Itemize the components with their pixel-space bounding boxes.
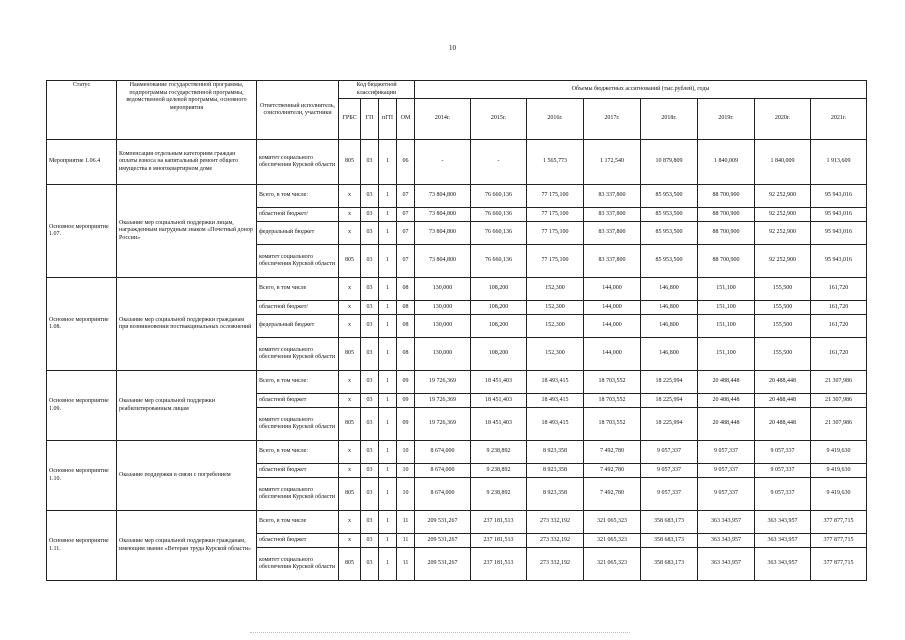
code-gp-cell: 03 — [361, 315, 379, 338]
value-cell: 209 531,267 — [415, 548, 471, 581]
code-grbs-cell: х — [339, 511, 361, 534]
code-om-cell: 11 — [397, 511, 415, 534]
code-gp-cell: 03 — [361, 222, 379, 245]
header-year-2014: 2014г. — [415, 99, 471, 140]
value-cell: 85 953,500 — [641, 185, 698, 208]
value-cell: 130,000 — [415, 338, 471, 371]
value-cell: 77 175,100 — [527, 185, 584, 208]
code-pgp-cell: 1 — [379, 140, 397, 185]
value-cell: 9 238,892 — [471, 464, 527, 478]
value-cell: 18 451,403 — [471, 371, 527, 394]
code-gp-cell: 03 — [361, 441, 379, 464]
code-grbs-cell: 805 — [339, 408, 361, 441]
header-year-2020: 2020г. — [755, 99, 811, 140]
code-pgp-cell: 1 — [379, 464, 397, 478]
value-cell: 9 057,337 — [755, 464, 811, 478]
code-pgp-cell: 1 — [379, 548, 397, 581]
value-cell: 73 804,800 — [415, 208, 471, 222]
value-cell: 7 492,780 — [584, 464, 641, 478]
value-cell: 152,300 — [527, 315, 584, 338]
header-code-om: ОМ — [397, 99, 415, 140]
code-grbs-cell: 805 — [339, 245, 361, 278]
code-gp-cell: 03 — [361, 245, 379, 278]
value-cell: 9 419,630 — [811, 441, 867, 464]
code-om-cell: 08 — [397, 301, 415, 315]
value-cell: 161,720 — [811, 315, 867, 338]
value-cell: 237 181,513 — [471, 534, 527, 548]
code-gp-cell: 03 — [361, 371, 379, 394]
value-cell: 73 804,800 — [415, 245, 471, 278]
value-cell: 273 332,192 — [527, 548, 584, 581]
header-year-2019: 2019г. — [698, 99, 755, 140]
value-cell: 146,800 — [641, 338, 698, 371]
code-pgp-cell: 1 — [379, 222, 397, 245]
value-cell: 19 726,369 — [415, 371, 471, 394]
value-cell: 130,000 — [415, 301, 471, 315]
value-cell: 358 683,173 — [641, 534, 698, 548]
executor-cell: комитет социального обеспечения Курской области — [257, 140, 339, 185]
value-cell: 146,800 — [641, 315, 698, 338]
value-cell: 321 065,323 — [584, 548, 641, 581]
value-cell: 92 252,900 — [755, 222, 811, 245]
code-grbs-cell: 805 — [339, 478, 361, 511]
header-volumes: Объемы бюджетных ассигнований (тыс.рублей), годы — [415, 81, 867, 99]
value-cell: 144,000 — [584, 278, 641, 301]
value-cell: 8 923,358 — [527, 464, 584, 478]
header-executor: Ответственный исполнитель, соисполнители, участники — [257, 81, 339, 140]
status-cell: Основное мероприятие 1.08. — [47, 278, 117, 371]
value-cell: 20 488,448 — [698, 394, 755, 408]
value-cell: 8 674,000 — [415, 464, 471, 478]
code-om-cell: 11 — [397, 534, 415, 548]
value-cell: 321 065,323 — [584, 534, 641, 548]
value-cell: 18 493,415 — [527, 408, 584, 441]
value-cell: 9 057,337 — [755, 441, 811, 464]
value-cell: 76 660,136 — [471, 208, 527, 222]
name-cell: Оказание мер социальной поддержки гражданам при возникновении поствакцинальных осложнений — [117, 278, 257, 371]
code-grbs-cell: х — [339, 301, 361, 315]
value-cell: 358 683,173 — [641, 511, 698, 534]
code-gp-cell: 03 — [361, 208, 379, 222]
value-cell: 20 488,448 — [755, 371, 811, 394]
code-gp-cell: 03 — [361, 511, 379, 534]
value-cell: 152,300 — [527, 278, 584, 301]
value-cell: 18 451,403 — [471, 394, 527, 408]
value-cell: 155,500 — [755, 315, 811, 338]
code-om-cell: 10 — [397, 464, 415, 478]
value-cell: 363 343,957 — [698, 534, 755, 548]
header-budget-code: Код бюджетной классификации — [339, 81, 415, 99]
value-cell: 151,100 — [698, 315, 755, 338]
code-pgp-cell: 1 — [379, 441, 397, 464]
table-row — [47, 185, 867, 208]
value-cell: 9 419,630 — [811, 478, 867, 511]
executor-cell: комитет социального обеспечения Курской области — [257, 245, 339, 278]
value-cell: 152,300 — [527, 301, 584, 315]
table-row — [47, 511, 867, 534]
value-cell: 18 451,403 — [471, 408, 527, 441]
value-cell: 95 943,016 — [811, 208, 867, 222]
value-cell: 7 492,780 — [584, 478, 641, 511]
code-grbs-cell: х — [339, 222, 361, 245]
code-pgp-cell: 1 — [379, 208, 397, 222]
value-cell: 9 057,337 — [641, 464, 698, 478]
table-row — [47, 278, 867, 301]
code-pgp-cell: 1 — [379, 278, 397, 301]
code-grbs-cell: х — [339, 185, 361, 208]
executor-cell: Всего, в том числе: — [257, 371, 339, 394]
value-cell: 76 660,136 — [471, 245, 527, 278]
header-year-2021: 2021г. — [811, 99, 867, 140]
value-cell: 1 913,609 — [811, 140, 867, 185]
header-status: Статус — [47, 81, 117, 140]
value-cell: 130,000 — [415, 315, 471, 338]
value-cell: 88 700,900 — [698, 185, 755, 208]
value-cell: 76 660,136 — [471, 185, 527, 208]
value-cell: 85 953,500 — [641, 208, 698, 222]
code-pgp-cell: 1 — [379, 511, 397, 534]
value-cell: 377 877,715 — [811, 548, 867, 581]
value-cell: 20 488,448 — [698, 408, 755, 441]
code-pgp-cell: 1 — [379, 338, 397, 371]
value-cell: 73 804,800 — [415, 185, 471, 208]
value-cell: 21 307,986 — [811, 408, 867, 441]
table-row — [47, 441, 867, 464]
value-cell: 363 343,957 — [698, 548, 755, 581]
value-cell: 273 332,192 — [527, 511, 584, 534]
code-om-cell: 08 — [397, 278, 415, 301]
value-cell: 8 923,358 — [527, 478, 584, 511]
value-cell: 8 674,000 — [415, 478, 471, 511]
value-cell: - — [471, 140, 527, 185]
value-cell: 77 175,100 — [527, 208, 584, 222]
page-number: 10 — [449, 44, 456, 52]
value-cell: 108,200 — [471, 338, 527, 371]
value-cell: 9 238,892 — [471, 478, 527, 511]
executor-cell: Всего, в том числе: — [257, 441, 339, 464]
code-om-cell: 06 — [397, 140, 415, 185]
code-pgp-cell: 1 — [379, 315, 397, 338]
value-cell: 273 332,192 — [527, 534, 584, 548]
code-gp-cell: 03 — [361, 278, 379, 301]
header-year-2018: 2018г. — [641, 99, 698, 140]
value-cell: 8 674,000 — [415, 441, 471, 464]
value-cell: 83 337,800 — [584, 222, 641, 245]
code-om-cell: 07 — [397, 185, 415, 208]
value-cell: 358 683,173 — [641, 548, 698, 581]
code-pgp-cell: 1 — [379, 185, 397, 208]
value-cell: 9 057,337 — [755, 478, 811, 511]
value-cell: 21 307,986 — [811, 371, 867, 394]
table-body — [47, 140, 867, 581]
value-cell: 144,000 — [584, 301, 641, 315]
value-cell: 92 252,900 — [755, 208, 811, 222]
header-year-2017: 2017г. — [584, 99, 641, 140]
value-cell: 18 225,994 — [641, 371, 698, 394]
code-gp-cell: 03 — [361, 534, 379, 548]
executor-cell: комитет социального обеспечения Курской области — [257, 408, 339, 441]
value-cell: 77 175,100 — [527, 245, 584, 278]
value-cell: 151,100 — [698, 301, 755, 315]
code-grbs-cell: х — [339, 278, 361, 301]
value-cell: 161,720 — [811, 338, 867, 371]
code-grbs-cell: х — [339, 315, 361, 338]
executor-cell: федеральный бюджет — [257, 222, 339, 245]
value-cell: 18 225,994 — [641, 408, 698, 441]
value-cell: 377 877,715 — [811, 511, 867, 534]
code-pgp-cell: 1 — [379, 478, 397, 511]
code-gp-cell: 03 — [361, 394, 379, 408]
value-cell: 1 172,540 — [584, 140, 641, 185]
code-pgp-cell: 1 — [379, 408, 397, 441]
value-cell: 237 181,513 — [471, 548, 527, 581]
budget-table — [46, 80, 867, 581]
value-cell: 92 252,900 — [755, 185, 811, 208]
value-cell: 88 700,900 — [698, 245, 755, 278]
value-cell: 18 703,552 — [584, 371, 641, 394]
code-om-cell: 07 — [397, 208, 415, 222]
value-cell: 20 488,448 — [698, 371, 755, 394]
value-cell: 77 175,100 — [527, 222, 584, 245]
value-cell: 108,200 — [471, 278, 527, 301]
code-om-cell: 10 — [397, 441, 415, 464]
value-cell: 92 252,900 — [755, 245, 811, 278]
code-om-cell: 07 — [397, 222, 415, 245]
value-cell: 9 057,337 — [698, 478, 755, 511]
value-cell: 73 804,800 — [415, 222, 471, 245]
header-year-2015: 2015г. — [471, 99, 527, 140]
scan-artifact-line — [250, 632, 630, 635]
code-grbs-cell: х — [339, 441, 361, 464]
name-cell: Компенсация отдельным категориям граждан оплаты взноса на капитальный ремонт общего имущества в многоквартирном доме — [117, 140, 257, 185]
code-grbs-cell: х — [339, 208, 361, 222]
value-cell: 1 840,009 — [698, 140, 755, 185]
code-grbs-cell: х — [339, 534, 361, 548]
value-cell: 363 343,957 — [755, 511, 811, 534]
value-cell: 155,500 — [755, 278, 811, 301]
code-grbs-cell: 805 — [339, 338, 361, 371]
header-code-grbs: ГРБС — [339, 99, 361, 140]
value-cell: 88 700,900 — [698, 222, 755, 245]
value-cell: 88 700,900 — [698, 208, 755, 222]
value-cell: 363 343,957 — [755, 534, 811, 548]
code-om-cell: 08 — [397, 338, 415, 371]
code-grbs-cell: 805 — [339, 140, 361, 185]
header-code-pgp: пГП — [379, 99, 397, 140]
value-cell: 83 337,800 — [584, 208, 641, 222]
code-pgp-cell: 1 — [379, 371, 397, 394]
code-gp-cell: 03 — [361, 140, 379, 185]
code-om-cell: 09 — [397, 408, 415, 441]
value-cell: 363 343,957 — [755, 548, 811, 581]
value-cell: 9 057,337 — [698, 441, 755, 464]
value-cell: 144,000 — [584, 338, 641, 371]
name-cell: Оказание мер социальной поддержки гражданам, имеющим звание «Ветеран труда Курской области» — [117, 511, 257, 581]
value-cell: 10 879,809 — [641, 140, 698, 185]
code-om-cell: 09 — [397, 394, 415, 408]
name-cell: Оказание мер социальной поддержки лицам, награжденным нагрудным знаком «Почетный донор России» — [117, 185, 257, 278]
table-row — [47, 140, 867, 185]
value-cell: 209 531,267 — [415, 534, 471, 548]
executor-cell: Всего, в том числе — [257, 278, 339, 301]
status-cell: Основное мероприятие 1.09. — [47, 371, 117, 441]
code-gp-cell: 03 — [361, 548, 379, 581]
value-cell: 144,000 — [584, 315, 641, 338]
code-om-cell: 11 — [397, 548, 415, 581]
value-cell: 83 337,800 — [584, 245, 641, 278]
code-grbs-cell: х — [339, 394, 361, 408]
value-cell: 95 943,016 — [811, 245, 867, 278]
value-cell: 363 343,957 — [698, 511, 755, 534]
code-gp-cell: 03 — [361, 185, 379, 208]
executor-cell: областной бюджет/ — [257, 208, 339, 222]
value-cell: 321 065,323 — [584, 511, 641, 534]
value-cell: 18 703,552 — [584, 394, 641, 408]
header-year-2016: 2016г. — [527, 99, 584, 140]
code-pgp-cell: 1 — [379, 301, 397, 315]
value-cell: 1 840,009 — [755, 140, 811, 185]
executor-cell: областной бюджет — [257, 394, 339, 408]
code-gp-cell: 03 — [361, 478, 379, 511]
value-cell: 18 493,415 — [527, 371, 584, 394]
value-cell: 18 493,415 — [527, 394, 584, 408]
code-pgp-cell: 1 — [379, 534, 397, 548]
value-cell: 20 488,448 — [755, 394, 811, 408]
code-pgp-cell: 1 — [379, 394, 397, 408]
value-cell: 237 181,513 — [471, 511, 527, 534]
value-cell: 209 531,267 — [415, 511, 471, 534]
value-cell: 95 943,016 — [811, 222, 867, 245]
name-cell: Оказание поддержки в связи с погребением — [117, 441, 257, 511]
code-gp-cell: 03 — [361, 464, 379, 478]
value-cell: 146,800 — [641, 301, 698, 315]
value-cell: - — [415, 140, 471, 185]
value-cell: 8 923,358 — [527, 441, 584, 464]
value-cell: 20 488,448 — [755, 408, 811, 441]
executor-cell: федеральный бюджет — [257, 315, 339, 338]
table-row — [47, 371, 867, 394]
code-gp-cell: 03 — [361, 301, 379, 315]
value-cell: 108,200 — [471, 301, 527, 315]
value-cell: 7 492,780 — [584, 441, 641, 464]
value-cell: 108,200 — [471, 315, 527, 338]
value-cell: 146,800 — [641, 278, 698, 301]
value-cell: 76 660,136 — [471, 222, 527, 245]
executor-cell: комитет социального обеспечения Курской области — [257, 338, 339, 371]
executor-cell: областной бюджет — [257, 464, 339, 478]
code-grbs-cell: 805 — [339, 548, 361, 581]
status-cell: Мероприятие 1.06.4 — [47, 140, 117, 185]
code-om-cell: 08 — [397, 315, 415, 338]
value-cell: 19 726,369 — [415, 408, 471, 441]
value-cell: 18 225,994 — [641, 394, 698, 408]
value-cell: 9 057,337 — [641, 478, 698, 511]
value-cell: 18 703,552 — [584, 408, 641, 441]
executor-cell: комитет социального обеспечения Курской области — [257, 478, 339, 511]
value-cell: 1 565,773 — [527, 140, 584, 185]
status-cell: Основное мероприятие 1.07. — [47, 185, 117, 278]
code-om-cell: 10 — [397, 478, 415, 511]
executor-cell: Всего, в том числе: — [257, 185, 339, 208]
header-name: Наименование государственной программы, подпрограммы государственной программы, ведомственной целевой программы, основного мероприятия — [117, 81, 257, 140]
header-code-gp: ГП — [361, 99, 379, 140]
value-cell: 9 057,337 — [698, 464, 755, 478]
code-om-cell: 07 — [397, 245, 415, 278]
value-cell: 151,100 — [698, 278, 755, 301]
executor-cell: комитет социального обеспечения Курской области — [257, 548, 339, 581]
value-cell: 161,720 — [811, 278, 867, 301]
executor-cell: областной бюджет — [257, 534, 339, 548]
code-gp-cell: 03 — [361, 408, 379, 441]
name-cell: Оказание мер социальной поддержки реабилитированным лицам — [117, 371, 257, 441]
code-grbs-cell: х — [339, 371, 361, 394]
status-cell: Основное мероприятие 1.11. — [47, 511, 117, 581]
value-cell: 85 953,500 — [641, 245, 698, 278]
value-cell: 9 057,337 — [641, 441, 698, 464]
value-cell: 130,000 — [415, 278, 471, 301]
value-cell: 85 953,500 — [641, 222, 698, 245]
code-gp-cell: 03 — [361, 338, 379, 371]
value-cell: 95 943,016 — [811, 185, 867, 208]
value-cell: 377 877,715 — [811, 534, 867, 548]
executor-cell: областной бюджет/ — [257, 301, 339, 315]
executor-cell: Всего, в том числе — [257, 511, 339, 534]
value-cell: 9 238,892 — [471, 441, 527, 464]
value-cell: 9 419,630 — [811, 464, 867, 478]
value-cell: 161,720 — [811, 301, 867, 315]
code-pgp-cell: 1 — [379, 245, 397, 278]
value-cell: 19 726,369 — [415, 394, 471, 408]
status-cell: Основное мероприятие 1.10. — [47, 441, 117, 511]
code-om-cell: 09 — [397, 371, 415, 394]
value-cell: 155,500 — [755, 338, 811, 371]
value-cell: 21 307,986 — [811, 394, 867, 408]
value-cell: 152,300 — [527, 338, 584, 371]
value-cell: 83 337,800 — [584, 185, 641, 208]
value-cell: 155,500 — [755, 301, 811, 315]
code-grbs-cell: х — [339, 464, 361, 478]
value-cell: 151,100 — [698, 338, 755, 371]
